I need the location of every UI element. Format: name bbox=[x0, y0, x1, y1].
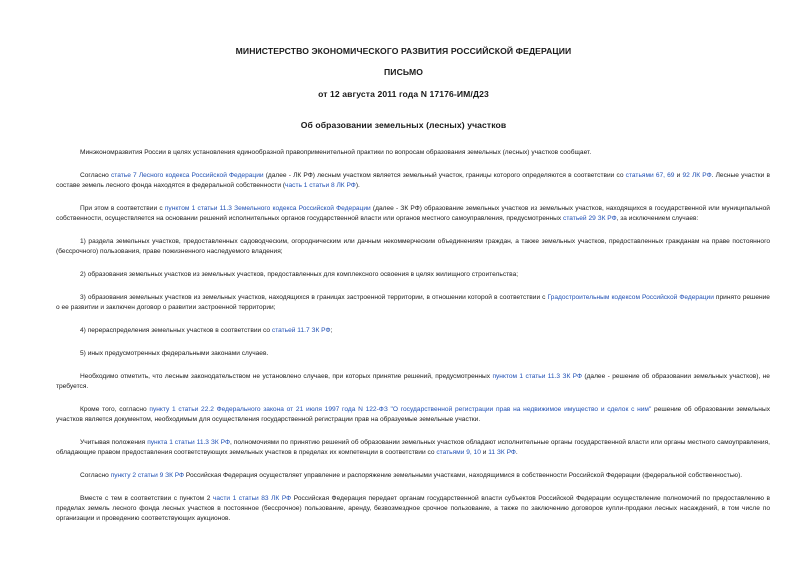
paragraph-text: Российская Федерация передает органам государственной власти субъектов Российской Федерации осуществление полномочий по предоставлению в пределах земель лесного фонда лесных участков в постоянное (бессрочное) пользование, аренду, безвозмездное срочное пользование, а также по заключению договоров купли-продажи лесных насаждений, в том числе по организации и проведению соответствующих аукционов. bbox=[56, 495, 770, 522]
list-item-3 bbox=[56, 293, 770, 313]
paragraph-formation-rules bbox=[56, 204, 770, 224]
link-lk-article-7[interactable]: статье 7 Лесного кодекса Российской Федерации bbox=[110, 172, 264, 179]
paragraph-text: ). bbox=[355, 182, 360, 189]
link-lk-articles-67-69[interactable]: статьями 67, 69 bbox=[625, 172, 675, 179]
link-zk-article-11-3[interactable]: пунктом 1 статьи 11.3 Земельного кодекса Российской Федерации bbox=[164, 205, 371, 212]
paragraph-text: 5) иных предусмотренных федеральными законами случаев. bbox=[80, 350, 269, 357]
paragraph-text: 2) образования земельных участков из земельных участков, предоставленных для комплексного освоения в целях жилищного строительства; bbox=[80, 271, 519, 278]
subject-heading: Об образовании земельных (лесных) участков bbox=[300, 120, 507, 130]
link-federal-law-122[interactable]: пункту 1 статьи 22.2 Федерального закона от 21 июля 1997 года N 122-ФЗ "О государственной регистрации прав на недвижимое имущество и сделок с ним" bbox=[149, 406, 652, 413]
link-lk-article-83[interactable]: части 1 статьи 83 ЛК РФ bbox=[212, 495, 292, 502]
list-item-5 bbox=[56, 349, 770, 359]
paragraph-text: и bbox=[674, 172, 683, 179]
paragraph-text: , за исключением случаев: bbox=[616, 215, 699, 222]
list-item-2 bbox=[56, 270, 770, 280]
letter-body bbox=[56, 148, 770, 537]
list-item-1 bbox=[56, 237, 770, 257]
paragraph-text: ; bbox=[330, 327, 333, 334]
paragraph-text: Необходимо отметить, что лесным законодательством не установлено случаев, при которых принятие решений, предусмотренных bbox=[80, 373, 493, 380]
paragraph-authority bbox=[56, 438, 770, 458]
ministry-heading: МИНИСТЕРСТВО ЭКОНОМИЧЕСКОГО РАЗВИТИЯ РОССИЙСКОЙ ФЕДЕРАЦИИ bbox=[235, 46, 572, 56]
paragraph-text: (далее - решение об образовании земельных участков), не требуется. bbox=[56, 373, 770, 390]
paragraph-text: Российская Федерация осуществляет управление и распоряжение земельными участками, находящимися в собственности Российской Федерации (федеральной собственностью). bbox=[184, 472, 743, 479]
link-lk-article-92[interactable]: 92 ЛК РФ bbox=[682, 172, 712, 179]
paragraph-text: Согласно bbox=[80, 172, 111, 179]
paragraph-text: 1) раздела земельных участков, предоставленных садоводческим, огородническим или дачным некоммерческим объединениям граждан, а также земельных участков, предоставленных гражданам на праве постоянного (бессрочного) пользования, праве пожизненного наследуемого владения; bbox=[56, 238, 770, 255]
paragraph-text: 4) перераспределения земельных участков в соответствии со bbox=[80, 327, 272, 334]
paragraph-delegation bbox=[56, 494, 770, 524]
paragraph-text: Кроме того, согласно bbox=[80, 406, 150, 413]
link-zk-point-1-article-11-3[interactable]: пунктом 1 статьи 11.3 ЗК РФ bbox=[492, 373, 582, 380]
link-zk-articles-9-10[interactable]: статьями 9, 10 bbox=[436, 449, 481, 456]
date-number-heading: от 12 августа 2011 года N 17176-ИМ/Д23 bbox=[318, 89, 489, 99]
paragraph-text: Согласно bbox=[80, 472, 111, 479]
paragraph-registration bbox=[56, 405, 770, 425]
paragraph-text: При этом в соответствии с bbox=[80, 205, 165, 212]
link-zk-article-29[interactable]: статьей 29 ЗК РФ bbox=[563, 215, 617, 222]
paragraph-text: 3) образования земельных участков из земельных участков, находящихся в границах застроенной территории, в отношении которой в соответствии с bbox=[80, 294, 548, 301]
link-lk-article-8[interactable]: часть 1 статьи 8 ЛК РФ bbox=[285, 182, 356, 189]
paragraph-forest-legislation bbox=[56, 372, 770, 392]
link-zk-point-1-article-11-3[interactable]: пункта 1 статьи 11.3 ЗК РФ bbox=[147, 439, 231, 446]
paragraph-intro bbox=[56, 148, 770, 158]
list-item-4 bbox=[56, 326, 770, 336]
paragraph-text: решение об образовании земельных участков является документом, необходимым для осуществления государственной регистрации прав на образуемые земельные участки. bbox=[56, 406, 770, 423]
paragraph-text: Вместе с тем в соответствии с пунктом 2 bbox=[80, 495, 213, 502]
link-zk-article-11[interactable]: 11 ЗК РФ bbox=[488, 449, 516, 456]
paragraph-text: принято решение о ее развитии и заключен договор о развитии застроенной территории; bbox=[56, 294, 770, 311]
document-type-heading: ПИСЬМО bbox=[384, 67, 423, 77]
paragraph-text: Учитывая положения bbox=[80, 439, 148, 446]
paragraph-forest-plots bbox=[56, 171, 770, 191]
paragraph-text: , полномочиями по принятию решений об образовании земельных участков обладают исполнительные органы государственной власти или органы местного самоуправления, обладающие правом предоставления соответствующих земельных участков в пределах их компетенции в соответствии со bbox=[56, 439, 770, 456]
paragraph-text: (далее - ЗК РФ) образование земельных участков из земельных участков, находящихся в государственной или муниципальной собственности, осуществляется на основании решений исполнительных органов государственной власти или органов местного самоуправления, предусмотренных bbox=[56, 205, 770, 222]
paragraph-text: и bbox=[480, 449, 489, 456]
paragraph-text: . Лесные участки в составе земель лесного фонда находятся в федеральной собственности ( bbox=[56, 172, 771, 189]
link-zk-point-2-article-9[interactable]: пункту 2 статьи 9 ЗК РФ bbox=[110, 472, 185, 479]
link-zk-article-11-7[interactable]: статьей 11.7 ЗК РФ bbox=[271, 327, 331, 334]
paragraph-text: Минэкономразвития России в целях установления единообразной правоприменительной практики по вопросам образования земельных (лесных) участков сообщает. bbox=[80, 149, 592, 156]
paragraph-federal-management bbox=[56, 471, 770, 481]
paragraph-text: . bbox=[515, 449, 518, 456]
paragraph-text: (далее - ЛК РФ) лесным участком является земельный участок, границы которого определяются в соответствии со bbox=[263, 172, 626, 179]
link-urban-planning-code[interactable]: Градостроительным кодексом Российской Федерации bbox=[547, 294, 714, 301]
